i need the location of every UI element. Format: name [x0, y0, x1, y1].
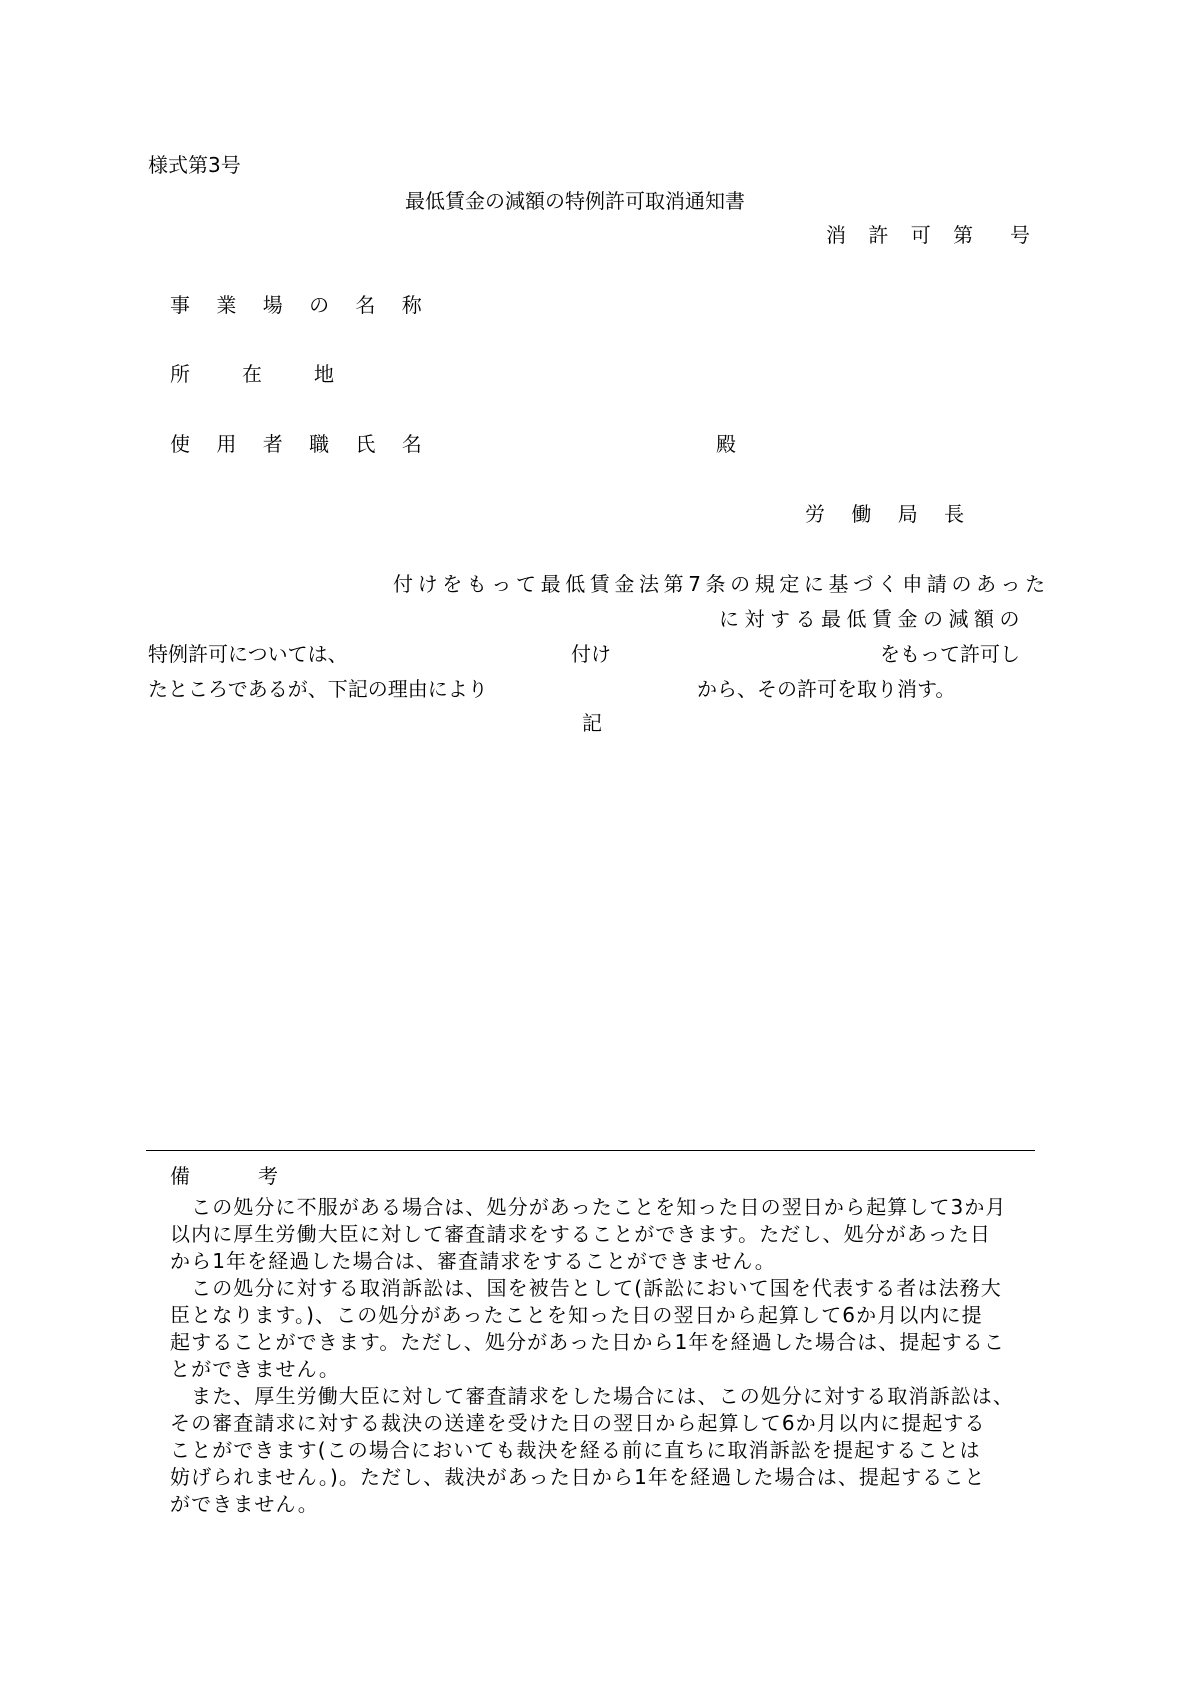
remarks-line: 妨げられません。)。ただし、裁決があった日から1年を経過した場合は、提起すること: [170, 1465, 986, 1489]
issuer-label: 労 働 局 長: [805, 502, 975, 526]
divider-line: [146, 1150, 1035, 1151]
doc-number-suffix: 号: [1010, 223, 1030, 247]
remarks-line: また、厚生労働大臣に対して審査請求をした場合には、この処分に対する取消訴訟は、: [170, 1384, 1014, 1408]
remarks-line: その審査請求に対する裁決の送達を受けた日の翌日から起算して6か月以内に提起する: [170, 1411, 986, 1435]
body-line-1: 付けをもって最低賃金法第7条の規定に基づく申請のあった: [393, 572, 1050, 596]
remarks-line: この処分に対する取消訴訟は、国を被告として(訴訟において国を代表する者は法務大: [170, 1276, 1002, 1300]
honorific: 殿: [716, 432, 736, 456]
location-label: 所 在 地: [170, 362, 338, 386]
remarks-line: から1年を経過した場合は、審査請求をすることができません。: [170, 1249, 776, 1273]
body-line-3c: をもって許可し: [880, 642, 1020, 666]
employer-name-label: 使 用 者 職 氏 名: [170, 432, 432, 456]
body-line-3a: 特例許可については、: [148, 642, 348, 666]
body-line-3b: 付け: [571, 642, 611, 666]
remarks-line: この処分に不服がある場合は、処分があったことを知った日の翌日から起算して3か月: [170, 1195, 1007, 1219]
body-line-4a: たところであるが、下記の理由により: [148, 677, 488, 701]
body-line-2: に対する最低賃金の減額の: [719, 607, 1025, 631]
remarks-line: とができません。: [170, 1357, 340, 1381]
remarks-line: ができません。: [170, 1492, 319, 1516]
remarks-line: 以内に厚生労働大臣に対して審査請求をすることができます。ただし、処分があった日: [170, 1222, 992, 1246]
remarks-heading: 備 考: [170, 1164, 280, 1188]
remarks-line: 臣となります。)、この処分があったことを知った日の翌日から起算して6か月以内に提: [170, 1303, 983, 1327]
ki-heading: 記: [582, 711, 602, 735]
form-number: 様式第3号: [148, 153, 241, 177]
doc-number-prefix: 消 許 可 第: [826, 223, 982, 247]
remarks-line: ことができます(この場合においても裁決を経る前に直ちに取消訴訟を提起することは: [170, 1438, 981, 1462]
body-line-4b: から、その許可を取り消す。: [697, 677, 956, 701]
remarks-line: 起することができます。ただし、処分があった日から1年を経過した場合は、提起するこ: [170, 1330, 1005, 1354]
business-name-label: 事 業 場 の 名 称: [170, 293, 432, 317]
document-title: 最低賃金の減額の特例許可取消通知書: [405, 189, 745, 213]
